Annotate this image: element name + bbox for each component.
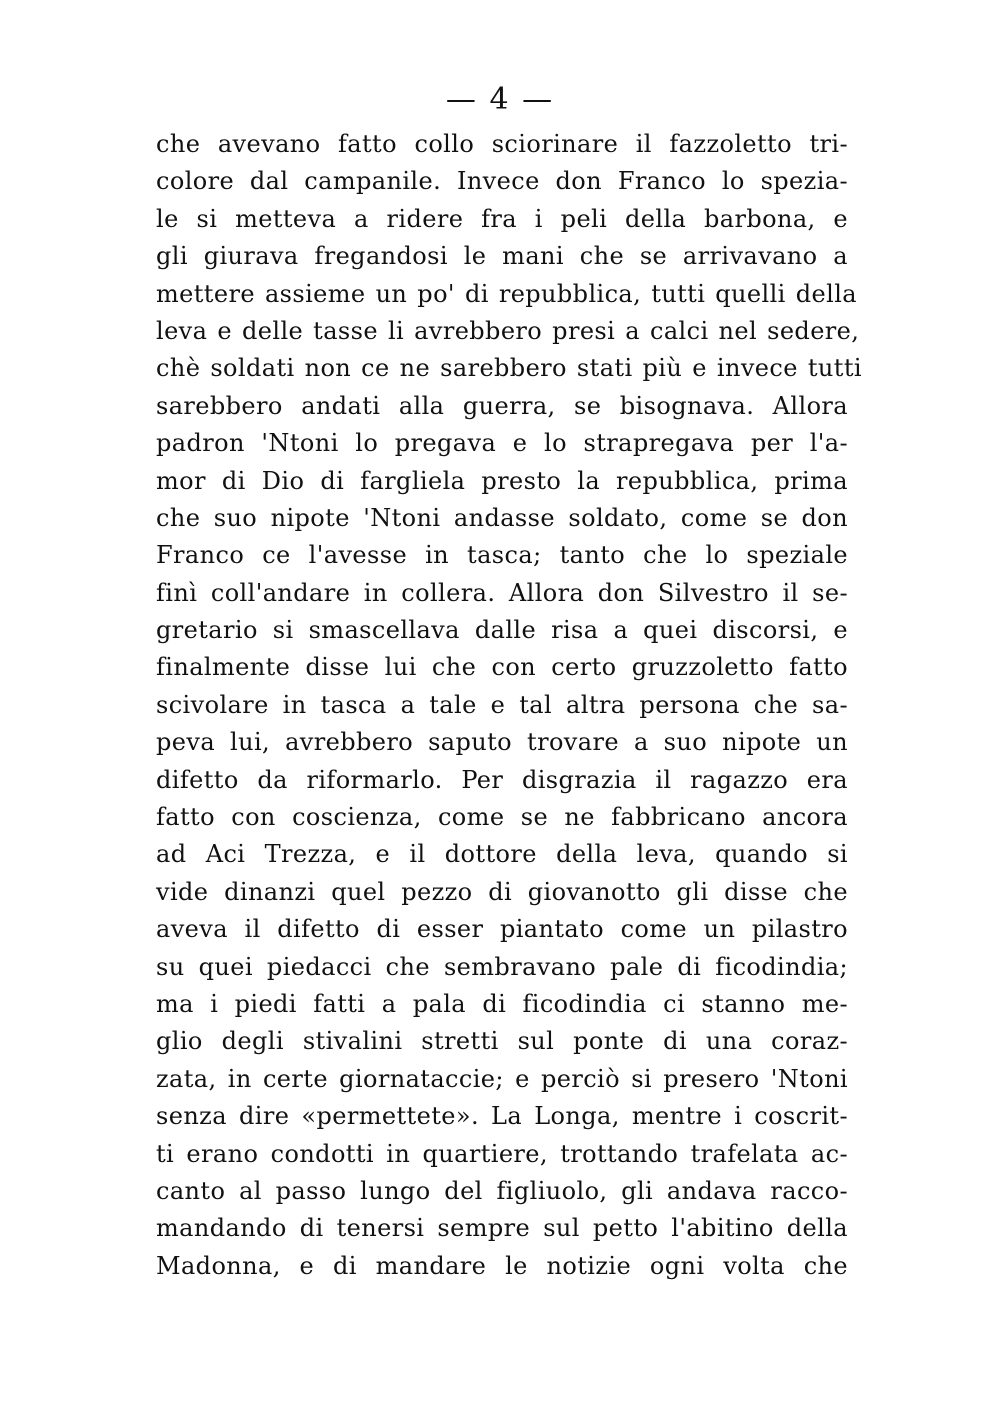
- text-line: padron 'Ntoni lo pregava e lo strapregava per l'a-: [156, 429, 848, 458]
- text-line: Franco ce l'avesse in tasca; tanto che lo speziale: [156, 541, 848, 570]
- text-line: che suo nipote 'Ntoni andasse soldato, come se don: [156, 503, 848, 532]
- text-line: zata, in certe giornataccie; e perciò si presero 'Ntoni: [156, 1064, 848, 1093]
- text-line: sarebbero andati alla guerra, se bisognava. Allora: [156, 391, 848, 420]
- page-number: — 4 —: [445, 82, 555, 117]
- text-line: canto al passo lungo del figliuolo, gli andava racco-: [156, 1176, 848, 1205]
- text-line: fatto con coscienza, come se ne fabbricano ancora: [156, 803, 848, 832]
- text-line: scivolare in tasca a tale e tal altra persona che sa-: [156, 690, 848, 719]
- text-line: gli giurava fregandosi le mani che se arrivavano a: [156, 242, 848, 271]
- text-line: che avevano fatto collo sciorinare il fazzoletto tri-: [156, 130, 848, 158]
- text-line: su quei piedacci che sembravano pale di ficodindia;: [156, 952, 848, 981]
- text-line: le si metteva a ridere fra i peli della barbona, e: [156, 204, 848, 233]
- text-line: mor di Dio di fargliela presto la repubblica, prima: [156, 466, 848, 495]
- text-line: chè soldati non ce ne sarebbero stati più e invece tutti: [156, 354, 862, 383]
- text-line: finì coll'andare in collera. Allora don Silvestro il se-: [156, 578, 848, 607]
- text-line: gretario si smascellava dalle risa a quei discorsi, e: [156, 616, 848, 645]
- text-line: Madonna, e di mandare le notizie ogni volta che: [156, 1251, 848, 1280]
- text-line: ad Aci Trezza, e il dottore della leva, quando si: [156, 840, 848, 869]
- text-line: mettere assieme un po' di repubblica, tutti quelli della: [156, 279, 858, 308]
- body-text: [156, 126, 862, 1285]
- text-line: vide dinanzi quel pezzo di giovanotto gli disse che: [156, 877, 848, 906]
- text-line: colore dal campanile. Invece don Franco lo spezia-: [156, 167, 848, 196]
- text-line: finalmente disse lui che con certo gruzzoletto fatto: [156, 653, 848, 682]
- text-line: leva e delle tasse li avrebbero presi a calci nel sedere,: [156, 316, 860, 345]
- text-line: peva lui, avrebbero saputo trovare a suo nipote un: [156, 728, 848, 757]
- text-line: mandando di tenersi sempre sul petto l'abitino della: [156, 1214, 848, 1243]
- text-line: senza dire «permettete». La Longa, mentre i coscrit-: [156, 1102, 848, 1131]
- text-line: glio degli stivalini stretti sul ponte di una coraz-: [156, 1027, 848, 1056]
- text-line: ti erano condotti in quartiere, trottando trafelata ac-: [156, 1139, 848, 1168]
- text-line: ma i piedi fatti a pala di ficodindia ci stanno me-: [156, 989, 848, 1018]
- text-line: difetto da riformarlo. Per disgrazia il ragazzo era: [156, 765, 848, 794]
- text-line: aveva il difetto di esser piantato come un pilastro: [156, 915, 848, 944]
